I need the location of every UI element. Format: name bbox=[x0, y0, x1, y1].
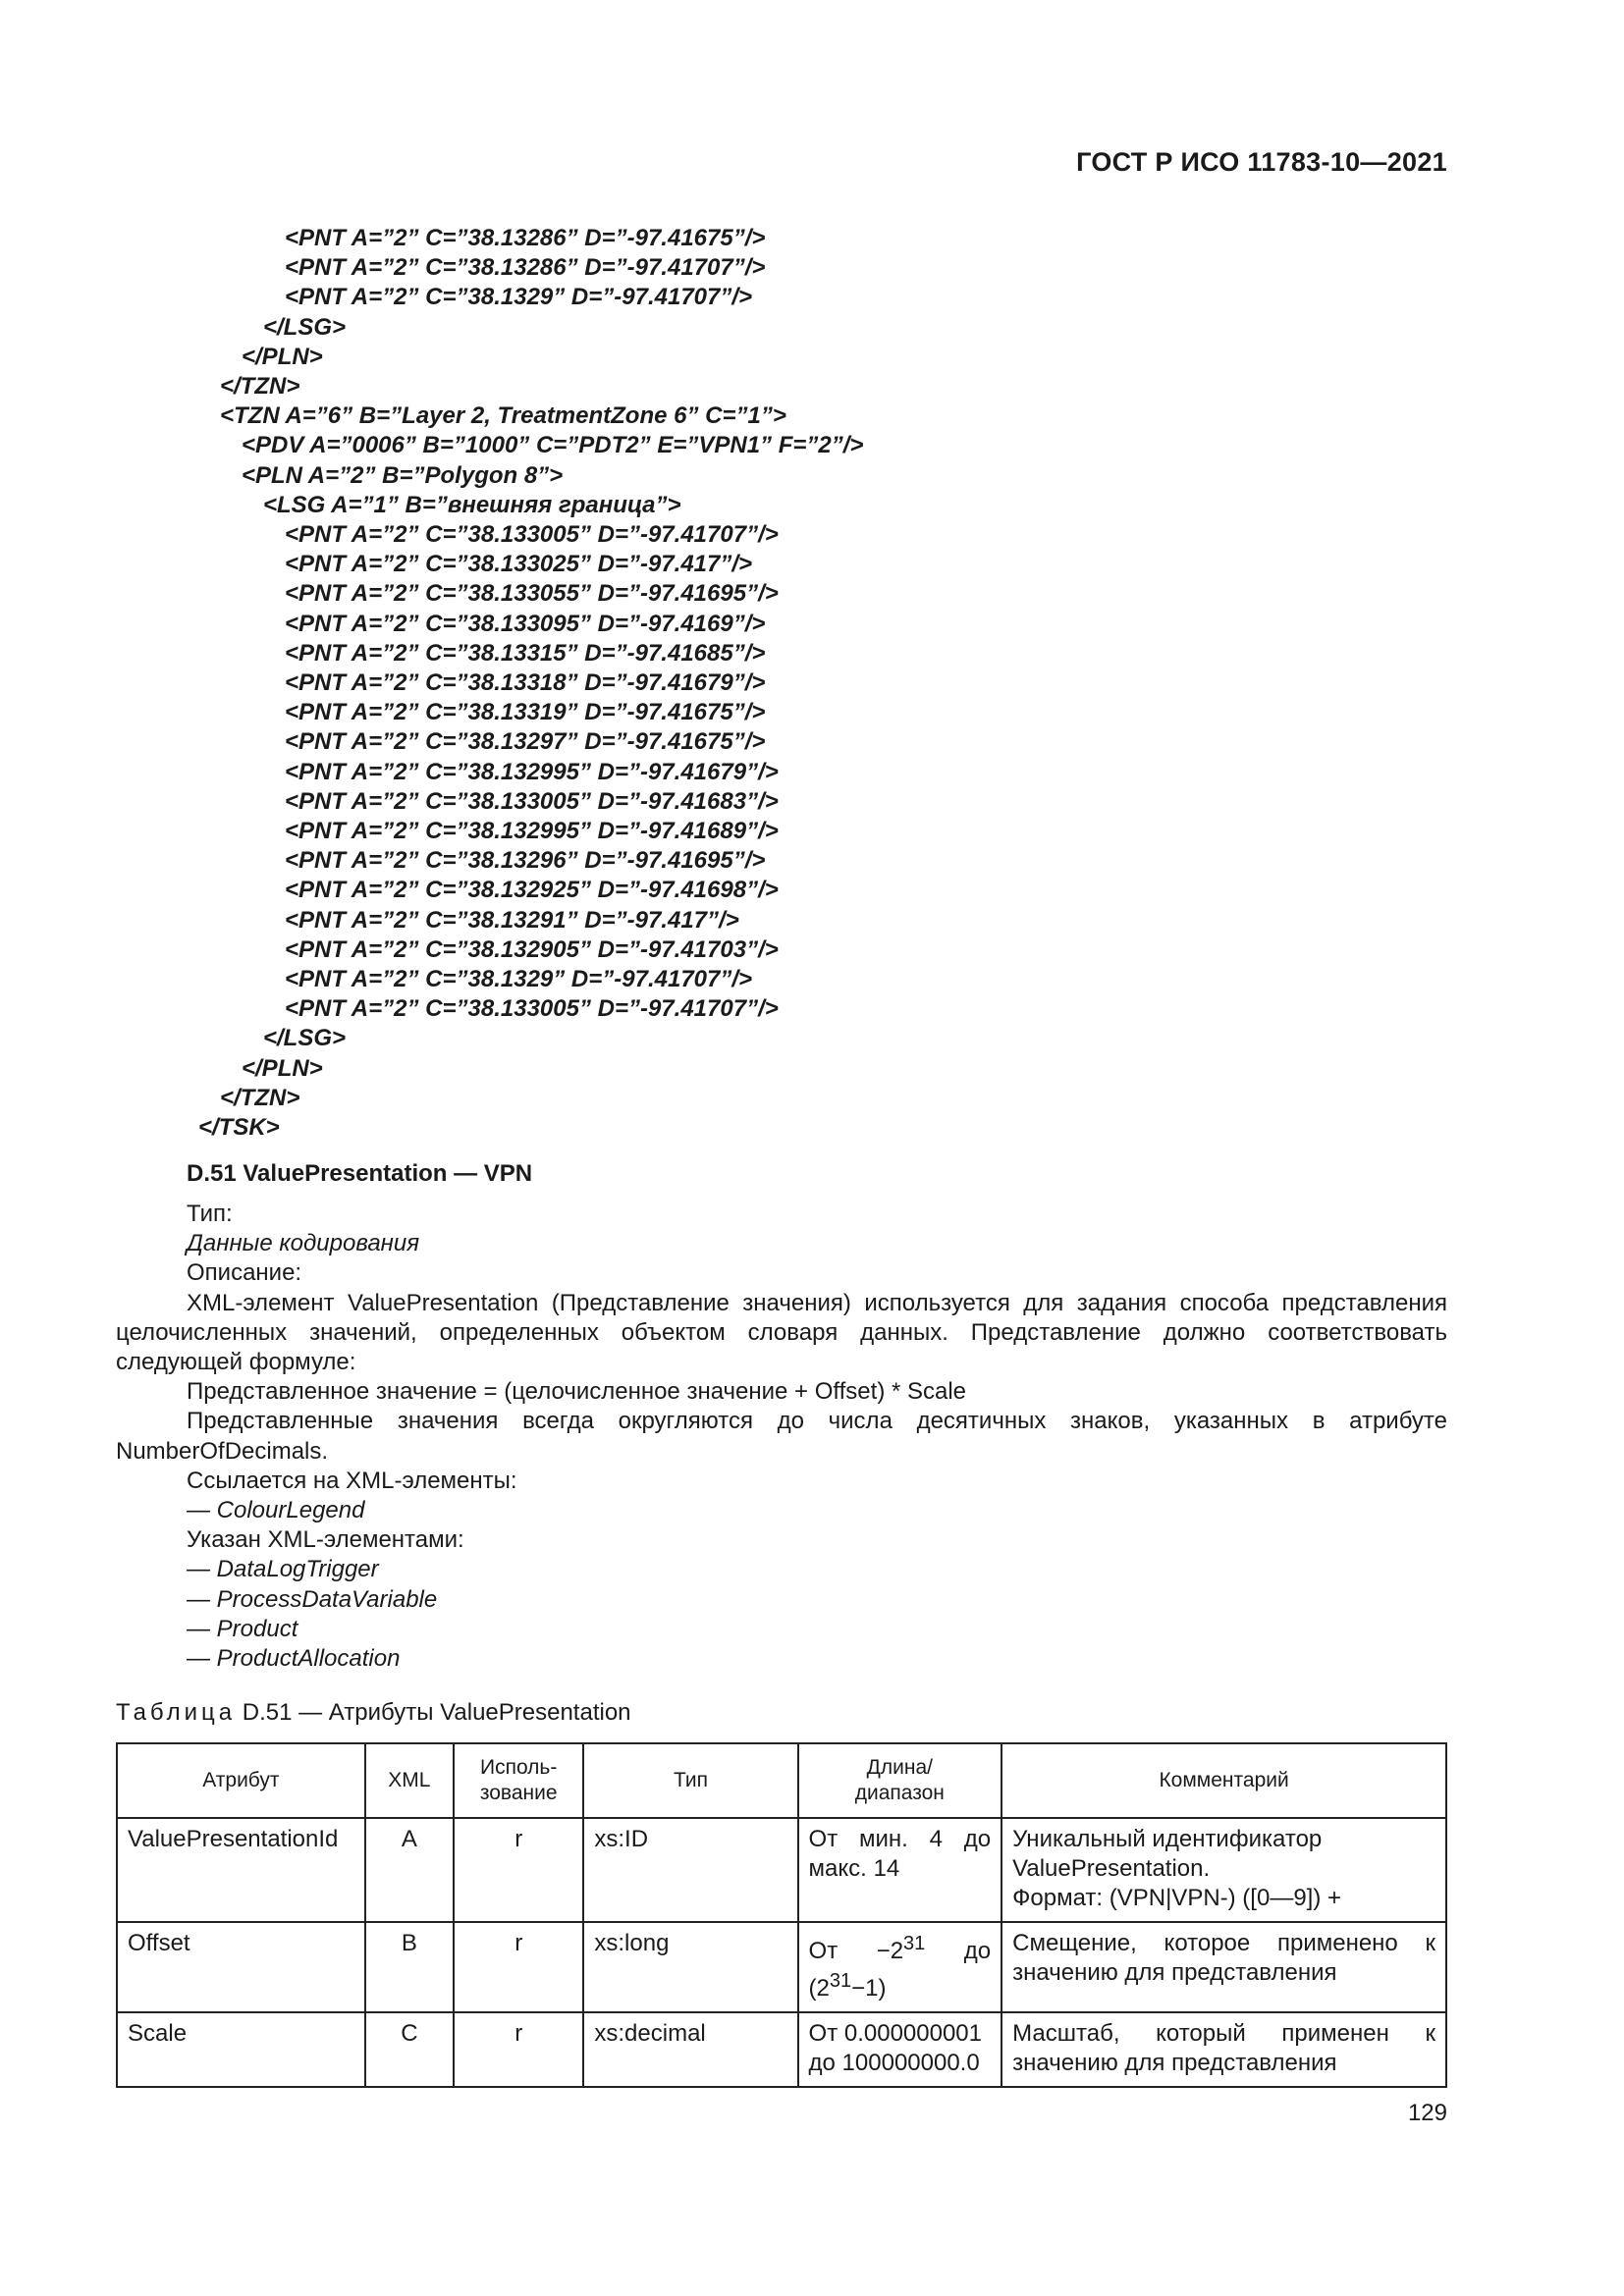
cell-usage: r bbox=[454, 2012, 583, 2087]
cell-range: От мин. 4 до макс. 14 bbox=[798, 1818, 1002, 1922]
code-line: <PNT A=”2” C=”38.1329” D=”-97.41707”/> bbox=[285, 966, 753, 992]
code-line: <PNT A=”2” C=”38.13291” D=”-97.417”/> bbox=[285, 906, 739, 934]
code-line: <PDV A=”0006” B=”1000” C=”PDT2” E=”VPN1” F=”2”/> bbox=[242, 432, 864, 459]
code-line: <PNT A=”2” C=”38.13297” D=”-97.41675”/> bbox=[285, 728, 766, 756]
referenced-by-item: — ProcessDataVariable bbox=[187, 1585, 438, 1613]
header-type: Тип bbox=[583, 1743, 797, 1818]
code-line: <PNT A=”2” C=”38.133055” D=”-97.41695”/> bbox=[285, 580, 779, 608]
header-usage: Исполь- зование bbox=[454, 1743, 583, 1818]
cell-type: xs:long bbox=[583, 1922, 797, 2012]
code-line: </TZN> bbox=[220, 1084, 300, 1111]
code-line: <PNT A=”2” C=”38.133095” D=”-97.4169”/> bbox=[285, 610, 766, 637]
cell-type: xs:decimal bbox=[583, 2012, 797, 2087]
reference-item: — ColourLegend bbox=[187, 1497, 365, 1524]
section-title: D.51 ValuePresentation — VPN bbox=[187, 1160, 533, 1187]
code-line: </TSK> bbox=[198, 1114, 280, 1141]
code-line: <PNT A=”2” C=”38.132925” D=”-97.41698”/> bbox=[285, 877, 779, 904]
cell-xml: C bbox=[365, 2012, 454, 2087]
cell-xml: B bbox=[365, 1922, 454, 2012]
cell-comment: Масштаб, который применен к значению для представления bbox=[1001, 2012, 1446, 2087]
referenced-by-item: — DataLogTrigger bbox=[187, 1556, 379, 1583]
code-line: <PNT A=”2” C=”38.13296” D=”-97.41695”/> bbox=[285, 847, 766, 875]
code-line: <PNT A=”2” C=”38.132995” D=”-97.41689”/> bbox=[285, 818, 779, 844]
code-line: <PNT A=”2” C=”38.13319” D=”-97.41675”/> bbox=[285, 699, 766, 726]
attributes-table bbox=[116, 1742, 1447, 2088]
type-value: Данные кодирования bbox=[187, 1230, 420, 1257]
table-caption-text: D.51 — Атрибуты ValuePresentation bbox=[236, 1699, 631, 1726]
header-attribute: Атрибут bbox=[117, 1743, 365, 1818]
code-line: <PNT A=”2” C=”38.132905” D=”-97.41703”/> bbox=[285, 935, 779, 963]
code-line: </PLN> bbox=[242, 1054, 323, 1082]
table-row bbox=[117, 2012, 1446, 2087]
cell-comment: Смещение, которое применено к значению для представления bbox=[1001, 1922, 1446, 2012]
page-number: 129 bbox=[1407, 2100, 1447, 2126]
code-line: <PNT A=”2” C=”38.13286” D=”-97.41675”/> bbox=[285, 225, 766, 251]
code-line: <PNT A=”2” C=”38.1329” D=”-97.41707”/> bbox=[285, 284, 753, 311]
referenced-by-label: Указан XML-элементами: bbox=[187, 1526, 464, 1554]
code-line: <PNT A=”2” C=”38.133025” D=”-97.417”/> bbox=[285, 551, 753, 578]
table-row bbox=[117, 1922, 1446, 2012]
cell-comment: Уникальный идентификатор ValuePresentation. Формат: (VPN|VPN-) ([0—9]) + bbox=[1001, 1818, 1446, 1922]
table-caption bbox=[116, 1699, 631, 1727]
rounding-text: Представленные значения всегда округляются до числа десятичных знаков, указанных в атрибуте NumberOfDecimals. bbox=[116, 1408, 1447, 1465]
referenced-by-item: — Product bbox=[187, 1615, 298, 1642]
code-line: <PNT A=”2” C=”38.13318” D=”-97.41679”/> bbox=[285, 669, 766, 696]
references-label: Ссылается на XML-элементы: bbox=[187, 1467, 517, 1494]
code-line: </LSG> bbox=[263, 1025, 347, 1052]
cell-attribute: Scale bbox=[117, 2012, 365, 2087]
description-label: Описание: bbox=[187, 1259, 302, 1287]
description-text: XML-элемент ValuePresentation (Представление значения) используется для задания способа представления целочисленных значений, определенных объектом словаря данных. Представление должно соответствовать следующей формуле: bbox=[116, 1289, 1447, 1376]
formula: Представленное значение = (целочисленное значение + Offset) * Scale bbox=[187, 1378, 967, 1406]
type-label: Тип: bbox=[187, 1201, 233, 1227]
code-line: <PNT A=”2” C=”38.13286” D=”-97.41707”/> bbox=[285, 254, 766, 282]
code-line: </PLN> bbox=[242, 343, 323, 370]
code-line: <PNT A=”2” C=”38.133005” D=”-97.41683”/> bbox=[285, 787, 779, 815]
cell-attribute: ValuePresentationId bbox=[117, 1818, 365, 1922]
referenced-by-item: — ProductAllocation bbox=[187, 1645, 401, 1673]
table-caption-prefix: Таблица bbox=[116, 1699, 237, 1726]
header-comment: Комментарий bbox=[1001, 1743, 1446, 1818]
header-xml: XML bbox=[365, 1743, 454, 1818]
table-row bbox=[117, 1818, 1446, 1922]
code-line: <LSG A=”1” B=”внешняя граница”> bbox=[263, 491, 681, 518]
code-line: <TZN A=”6” B=”Layer 2, TreatmentZone 6” C=”1”> bbox=[220, 402, 786, 430]
section-body bbox=[116, 1200, 1447, 1674]
document-id: ГОСТ Р ИСО 11783-10—2021 bbox=[1076, 147, 1447, 177]
table-header-row bbox=[117, 1743, 1446, 1818]
code-line: <PNT A=”2” C=”38.133005” D=”-97.41707”/> bbox=[285, 995, 779, 1023]
cell-xml: A bbox=[365, 1818, 454, 1922]
cell-type: xs:ID bbox=[583, 1818, 797, 1922]
cell-attribute: Offset bbox=[117, 1922, 365, 2012]
cell-range: От $-2^{31}$ до $(2^{31}-1)$ bbox=[798, 1922, 1002, 2012]
header-length-range: Длина/ диапазон bbox=[798, 1743, 1002, 1818]
code-line: </TZN> bbox=[220, 373, 300, 400]
cell-range: От 0.000000001 до 100000000.0 bbox=[798, 2012, 1002, 2087]
code-line: <PLN A=”2” B=”Polygon 8”> bbox=[242, 461, 564, 489]
code-line: <PNT A=”2” C=”38.133005” D=”-97.41707”/> bbox=[285, 521, 779, 548]
code-line: <PNT A=”2” C=”38.132995” D=”-97.41679”/> bbox=[285, 758, 779, 785]
code-line: </LSG> bbox=[263, 313, 347, 341]
cell-usage: r bbox=[454, 1922, 583, 2012]
code-line: <PNT A=”2” C=”38.13315” D=”-97.41685”/> bbox=[285, 639, 766, 667]
cell-usage: r bbox=[454, 1818, 583, 1922]
